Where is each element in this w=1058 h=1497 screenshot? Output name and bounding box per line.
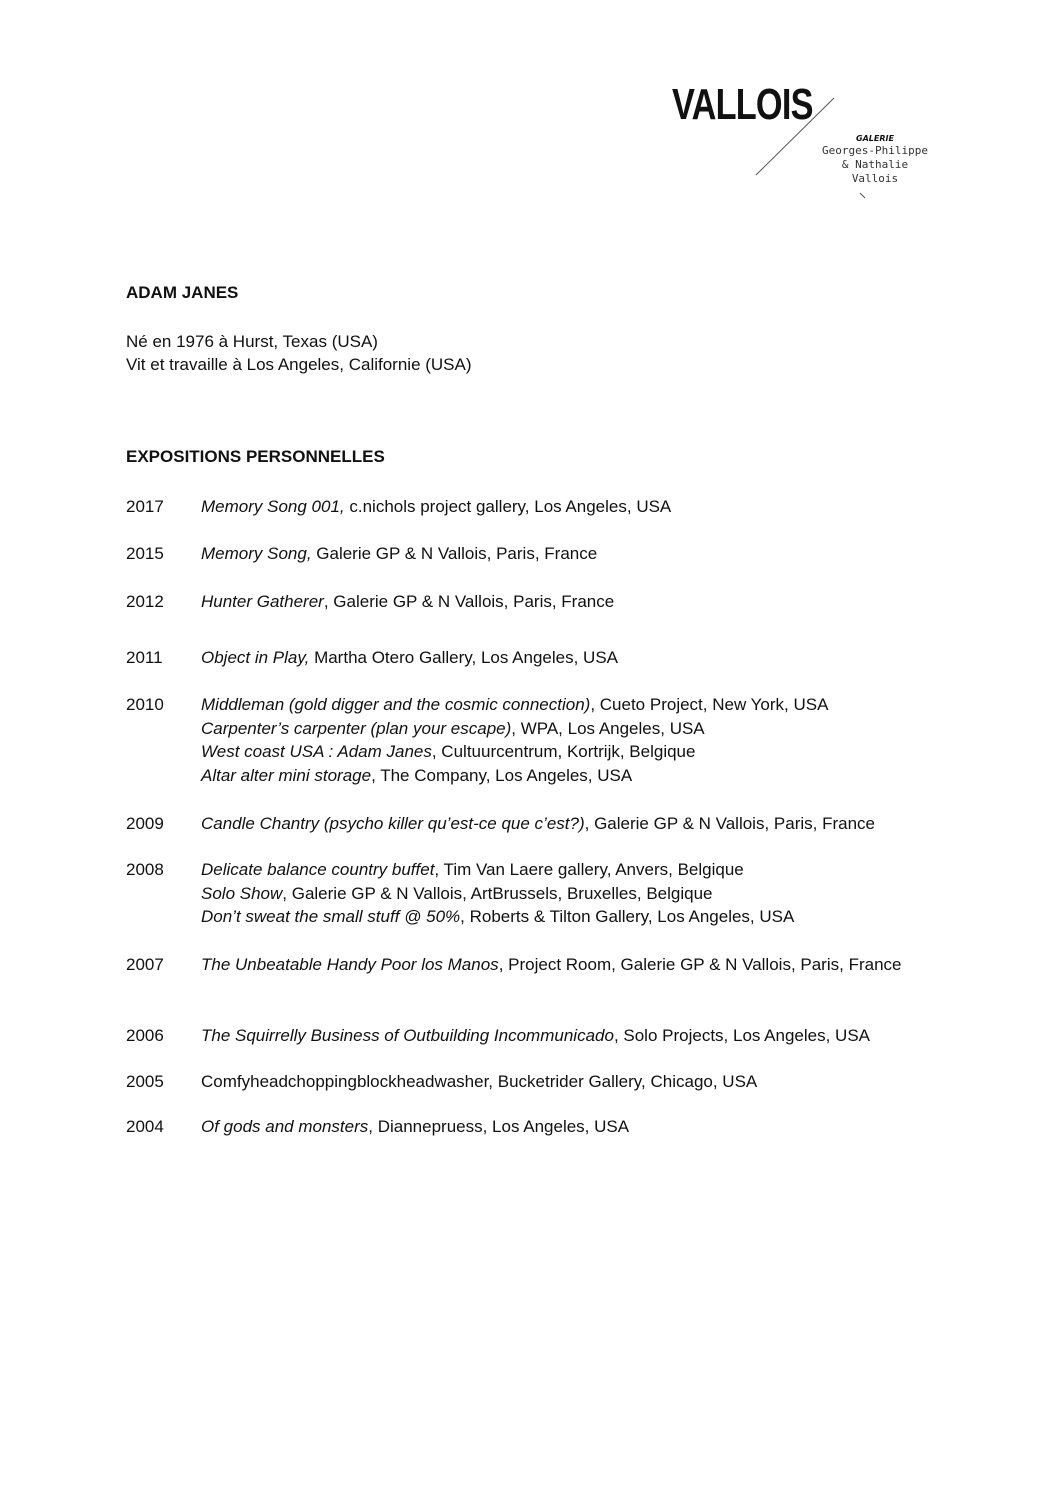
- birth-line: Né en 1976 à Hurst, Texas (USA): [126, 332, 378, 351]
- exhibition-year: 2015: [126, 544, 164, 563]
- exhibition-title: West coast USA : Adam Janes: [201, 742, 432, 761]
- exhibition-venue: , WPA, Los Angeles, USA: [511, 718, 705, 738]
- exhibition-entries: [201, 646, 941, 670]
- exhibition-title: Altar alter mini storage: [201, 765, 372, 785]
- exhibition-entries: [201, 1115, 941, 1139]
- exhibition-venue: , Galerie GP & N Vallois, Paris, France: [584, 814, 875, 833]
- exhibition-year: 2004: [126, 1117, 164, 1136]
- exhibition-title: Object in Play,: [201, 648, 310, 667]
- exhibition-venue: , Cultuurcentrum, Kortrijk, Belgique: [431, 742, 696, 761]
- exhibition-venue: , Roberts & Tilton Gallery, Los Angeles, USA: [460, 907, 795, 926]
- exhibition-year: 2012: [126, 592, 164, 611]
- exhibition-venue: , Galerie GP & N Vallois, Paris, France: [323, 592, 615, 611]
- exhibition-entries: [201, 812, 941, 836]
- exhibition-title: Candle Chantry (psycho killer qu’est-ce que c’est?): [201, 814, 585, 833]
- exhibition-title: Delicate balance country buffet: [201, 860, 435, 879]
- exhibition-entry: [201, 905, 941, 929]
- exhibition-entries: [201, 693, 941, 787]
- exhibition-entries: [201, 590, 941, 614]
- exhibition-entry: [201, 1070, 941, 1094]
- exhibition-entry: [201, 740, 941, 764]
- exhibition-year: 2011: [126, 648, 163, 667]
- exhibition-entry: [201, 646, 941, 670]
- exhibition-title: The Squirrelly Business of Outbuilding Incommunicado: [201, 1026, 614, 1045]
- exhibition-title: Carpenter’s carpenter (plan your escape): [201, 718, 512, 738]
- exhibition-entries: [201, 1070, 941, 1094]
- exhibition-title: Of gods and monsters: [201, 1117, 369, 1136]
- exhibition-entry: [201, 1024, 941, 1048]
- exhibition-title: Solo Show: [201, 883, 283, 903]
- exhibition-entry: [201, 953, 941, 977]
- exhibition-year: 2008: [126, 860, 164, 879]
- exhibition-entry: [201, 812, 941, 836]
- exhibition-title: The Unbeatable Handy Poor los Manos: [201, 955, 499, 974]
- exhibition-entry: [201, 882, 941, 906]
- artist-bio: [126, 330, 472, 376]
- exhibition-title: Hunter Gatherer: [201, 592, 324, 611]
- exhibition-venue: , Tim Van Laere gallery, Anvers, Belgique: [434, 860, 744, 879]
- exhibition-title: Middleman (gold digger and the cosmic connection): [201, 695, 591, 714]
- section-title: EXPOSITIONS PERSONNELLES: [126, 447, 385, 466]
- exhibition-entries: [201, 542, 941, 566]
- exhibition-year: 2010: [126, 695, 164, 714]
- exhibition-venue: , Solo Projects, Los Angeles, USA: [613, 1026, 871, 1045]
- exhibition-venue: , Project Room, Galerie GP & N Vallois, Paris, France: [498, 955, 902, 974]
- exhibition-entries: [201, 858, 941, 929]
- exhibition-entries: [201, 1024, 941, 1048]
- exhibition-entry: [201, 693, 941, 717]
- exhibition-venue: Comfyheadchoppingblockheadwasher, Bucketrider Gallery, Chicago, USA: [201, 1072, 758, 1091]
- exhibition-year: 2006: [126, 1026, 164, 1045]
- logo-galerie-label: GALERIE: [856, 134, 894, 143]
- exhibition-venue: , The Company, Los Angeles, USA: [371, 765, 633, 785]
- exhibition-venue: Galerie GP & N Vallois, Paris, France: [311, 544, 598, 563]
- exhibition-venue: , Galerie GP & N Vallois, ArtBrussels, Bruxelles, Belgique: [282, 883, 713, 903]
- exhibition-entries: [201, 495, 941, 519]
- residence-line: Vit et travaille à Los Angeles, Californie (USA): [126, 355, 472, 374]
- logo-wordmark: VALLOIS: [672, 80, 813, 129]
- exhibition-year: 2017: [126, 497, 164, 516]
- exhibition-entry: [201, 764, 941, 788]
- exhibition-title: Don’t sweat the small stuff @ 50%: [201, 907, 461, 926]
- logo-gallery-owners: Georges-Philippe & Nathalie Vallois: [822, 144, 928, 185]
- exhibition-entry: [201, 495, 941, 519]
- exhibition-venue: c.nichols project gallery, Los Angeles, USA: [344, 497, 672, 516]
- exhibition-year: 2007: [126, 955, 164, 974]
- exhibition-title: Memory Song 001,: [201, 497, 345, 516]
- artist-name: ADAM JANES: [126, 283, 239, 302]
- exhibition-entry: [201, 717, 941, 741]
- exhibition-entry: [201, 590, 941, 614]
- exhibition-venue: Martha Otero Gallery, Los Angeles, USA: [309, 648, 618, 667]
- exhibition-venue: , Diannepruess, Los Angeles, USA: [368, 1117, 630, 1136]
- exhibition-entry: [201, 1115, 941, 1139]
- exhibition-venue: , Cueto Project, New York, USA: [590, 695, 829, 714]
- exhibition-entries: [201, 953, 941, 977]
- exhibition-year: 2009: [126, 814, 164, 833]
- exhibition-title: Memory Song,: [201, 544, 312, 563]
- exhibition-entry: [201, 542, 941, 566]
- exhibition-year: 2005: [126, 1072, 164, 1091]
- gallery-logo: [660, 78, 960, 208]
- exhibition-entry: [201, 858, 941, 882]
